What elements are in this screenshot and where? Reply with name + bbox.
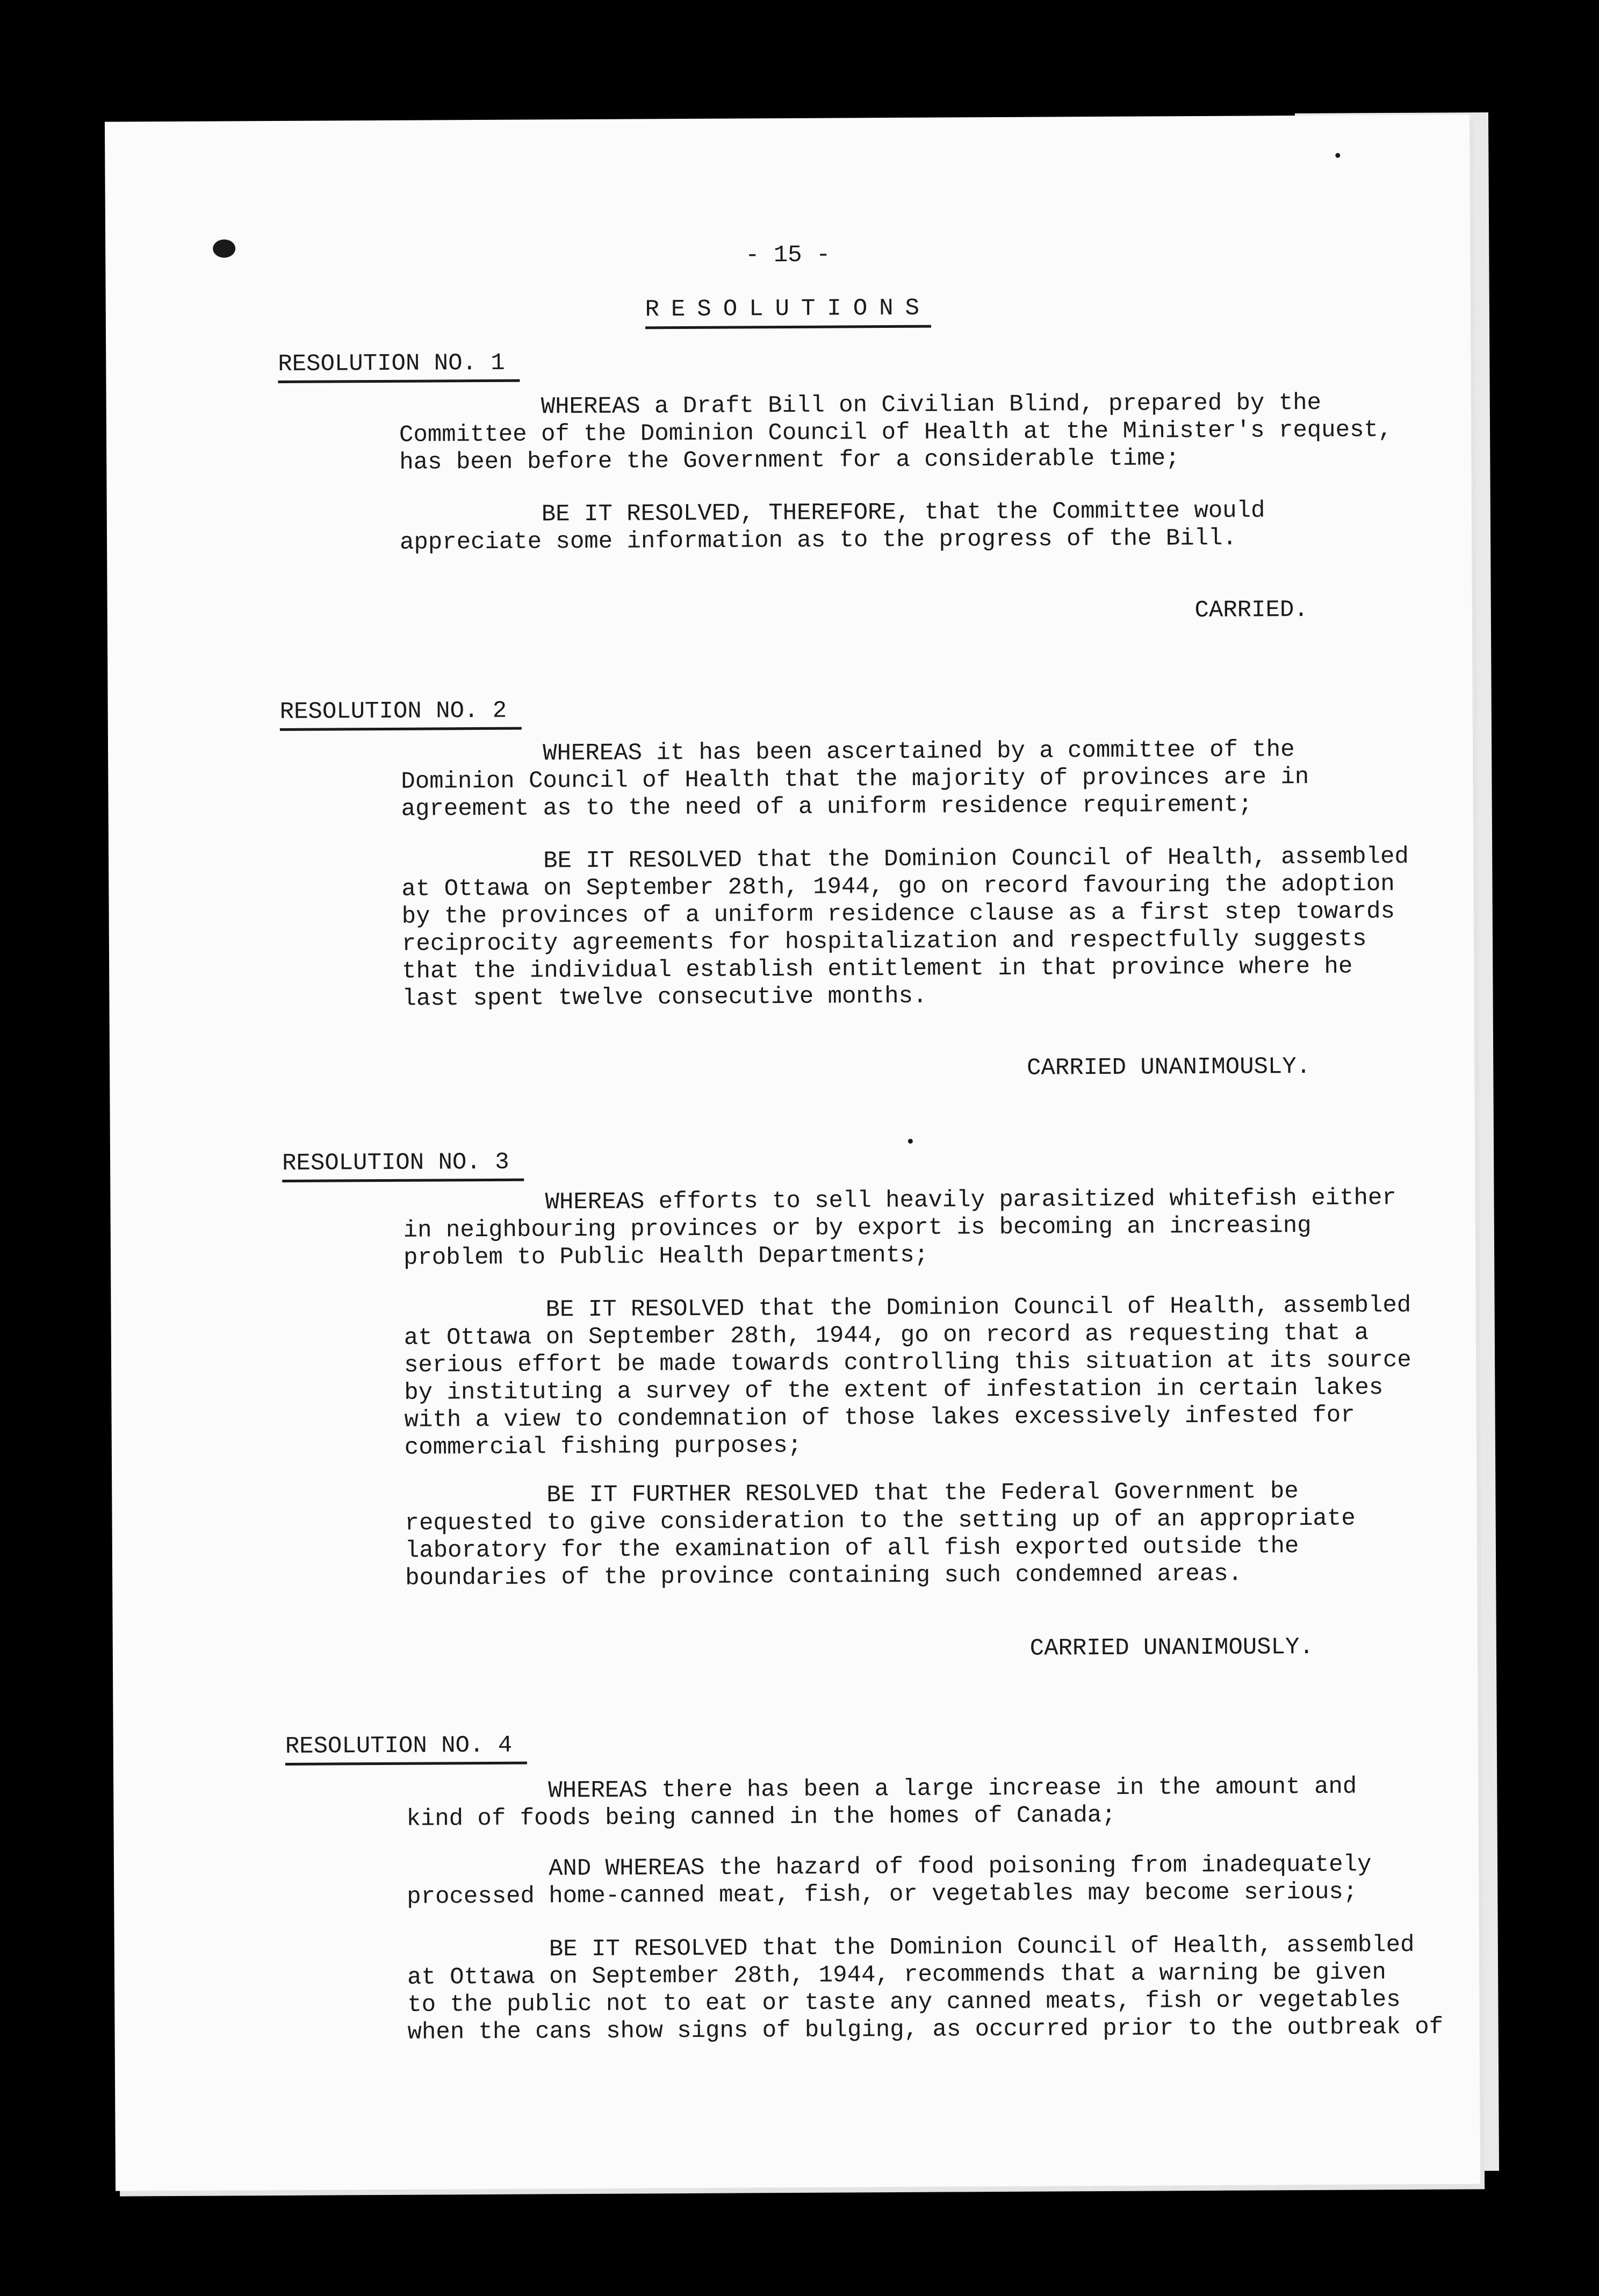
resolution-1-paragraph: WHEREAS a Draft Bill on Civilian Blind, prepared by the Committee of the Dominion Council of Health at the Minister's request, has been before the Government for a considerable time; bbox=[399, 389, 1393, 476]
resolution-3-paragraph: BE IT FURTHER RESOLVED that the Federal Government be requested to give consideration to the setting up of an appropriate laboratory for the examination of all fish exported outside the boundaries of the province containing such condemned areas. bbox=[405, 1478, 1356, 1592]
ink-speck bbox=[908, 1139, 913, 1144]
resolution-1-heading: RESOLUTION NO. 1 bbox=[278, 350, 520, 383]
document-page bbox=[105, 114, 1480, 2191]
resolution-1-outcome: CARRIED. bbox=[1194, 596, 1308, 625]
resolution-3-outcome: CARRIED UNANIMOUSLY. bbox=[1029, 1633, 1314, 1662]
resolution-2-heading: RESOLUTION NO. 2 bbox=[280, 698, 522, 731]
resolution-2-outcome: CARRIED UNANIMOUSLY. bbox=[1026, 1053, 1311, 1082]
resolution-3-heading: RESOLUTION NO. 3 bbox=[282, 1149, 524, 1182]
resolution-4-paragraph: WHEREAS there has been a large increase in the amount and kind of foods being canned in the homes of Canada; bbox=[406, 1773, 1357, 1833]
resolution-2-paragraph: WHEREAS it has been ascertained by a committee of the Dominion Council of Health that the majority of provinces are in agreement as to the need of a uniform residence requirement; bbox=[400, 736, 1309, 823]
page-title: RESOLUTIONS bbox=[106, 292, 1471, 326]
resolution-2-paragraph: BE IT RESOLVED that the Dominion Council of Health, assembled at Ottawa on September 28th, 1944, go on record favouring the adoption by the provinces of a uniform residence clause as a first step towards reciprocity agreements for hospitalization and respectfully suggests that the individual establish entitlement in that province where he last spent twelve consecutive months. bbox=[401, 843, 1409, 1013]
page-number: - 15 - bbox=[745, 241, 831, 269]
document-body bbox=[105, 114, 1480, 2191]
resolution-1-paragraph: BE IT RESOLVED, THEREFORE, that the Committee would appreciate some information as to the progress of the Bill. bbox=[399, 497, 1265, 556]
resolution-3-paragraph: WHEREAS efforts to sell heavily parasitized whitefish either in neighbouring provinces or by export is becoming an increasing problem to Public Health Departments; bbox=[403, 1185, 1396, 1272]
resolution-3-paragraph: BE IT RESOLVED that the Dominion Council of Health, assembled at Ottawa on September 28th, 1944, go on record as requesting that a serious effort be made towards controlling this situation at its source by instituting a survey of the extent of infestation in certain lakes with a view to condemnation of those lakes excessively infested for commercial fishing purposes; bbox=[404, 1292, 1411, 1461]
resolution-4-heading: RESOLUTION NO. 4 bbox=[285, 1732, 528, 1766]
resolution-4-paragraph: BE IT RESOLVED that the Dominion Council of Health, assembled at Ottawa on September 28th, 1944, recommends that a warning be given to the public not to eat or taste any canned meats, fish or vegetables when the cans show signs of bulging, as occurred prior to the outbreak of bbox=[407, 1931, 1444, 2046]
ink-speck bbox=[1335, 153, 1340, 158]
resolution-4-paragraph: AND WHEREAS the hazard of food poisoning from inadequately processed home-canned meat, fish, or vegetables may become serious; bbox=[406, 1851, 1372, 1911]
